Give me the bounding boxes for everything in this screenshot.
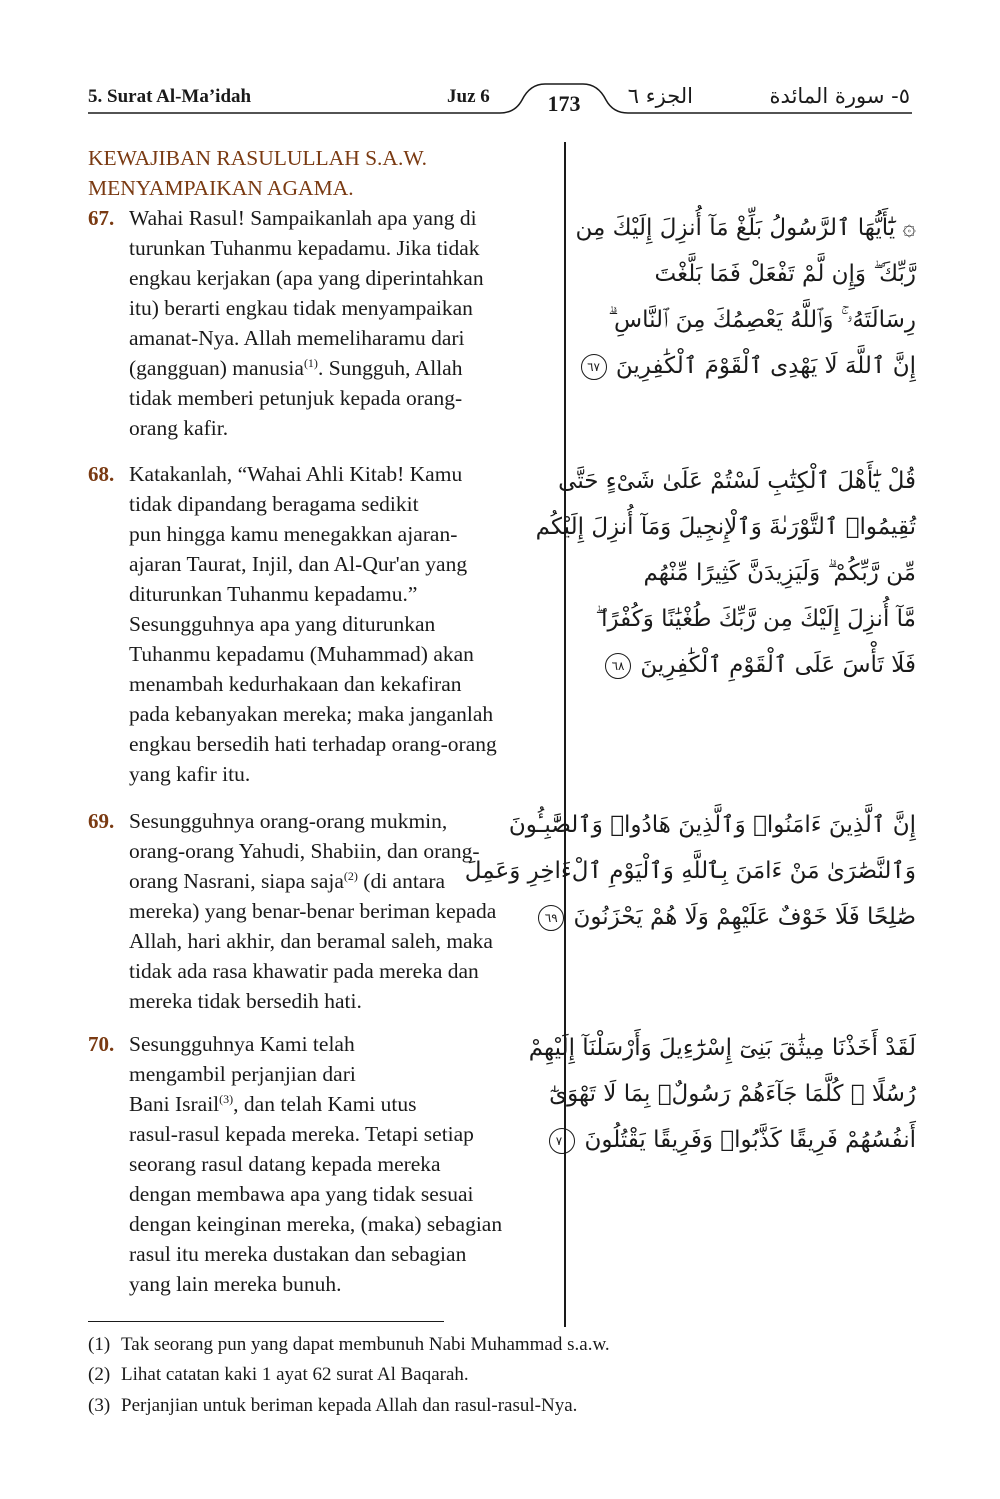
verse-line: yang kafir itu. xyxy=(129,762,251,786)
footnote-number: (3) xyxy=(88,1395,111,1416)
verse-text xyxy=(129,1029,559,1299)
verse-text xyxy=(129,203,559,443)
verse-line: yang lain mereka bunuh. xyxy=(129,1272,342,1296)
arabic-line: رُسُلًا ۖ كُلَّمَا جَآءَهُمْ رَسُولٌۢ بِمَا لَا تَهْوَىٰٓ xyxy=(549,1081,916,1107)
arabic-line xyxy=(586,642,916,688)
verse-line: Tuhanmu kepadamu (Muhammad) akan xyxy=(129,642,474,666)
footnote-ref[interactable]: (3) xyxy=(219,1092,234,1106)
arabic-line: رَّبِّكَ ۖ وَإِن لَّمْ تَفْعَلْ فَمَا بَلَّغْتَ xyxy=(654,261,916,287)
verse-line: diturunkan Tuhanmu kepadamu.” xyxy=(129,582,418,606)
verse-line xyxy=(129,1089,559,1119)
page-number: 173 xyxy=(547,91,581,116)
verse-line: dengan membawa apa yang tidak sesuai xyxy=(129,1182,474,1206)
ayah-number-marker: ٦٨ xyxy=(605,653,631,679)
surah-title-latin: 5. Surat Al-Ma’idah xyxy=(88,86,252,107)
ayah-number-marker: ٦٩ xyxy=(538,905,564,931)
verse-line: Katakanlah, “Wahai Ahli Kitab! Kamu xyxy=(129,462,463,486)
verse-line: Allah, hari akhir, dan beramal saleh, maka xyxy=(129,929,493,953)
verse-text xyxy=(129,806,559,1016)
section-title-line: MENYAMPAIKAN AGAMA. xyxy=(88,176,354,200)
verse-line: rasul-rasul kepada mereka. Tetapi setiap xyxy=(129,1122,474,1146)
page-header xyxy=(0,0,1000,130)
verse-line: Sesungguhnya apa yang diturunkan xyxy=(129,612,436,636)
verse-line: dengan keinginan mereka, (maka) sebagian xyxy=(129,1212,503,1236)
footnote-number: (2) xyxy=(88,1364,111,1385)
verse-line: mengambil perjanjian dari xyxy=(129,1062,356,1086)
verse-line-text: (di antara xyxy=(357,869,446,893)
verse-line: engkau kerjakan (apa yang diperintahkan xyxy=(129,266,484,290)
verse-line: amanat-Nya. Allah memeliharamu dari xyxy=(129,326,465,350)
verse-line xyxy=(129,353,559,383)
section-title xyxy=(88,143,548,203)
verse-line: itu) berarti engkau tidak menyampaikan xyxy=(129,296,473,320)
verse-number: 70. xyxy=(88,1032,115,1056)
arabic-line: وَٱلنَّصَٰرَىٰ مَنْ ءَامَنَ بِٱللَّهِ وَٱلْيَوْمِ ٱلْءَاخِرِ وَعَمِلَ xyxy=(464,858,916,884)
verse-line: seorang rasul datang kepada mereka xyxy=(129,1152,441,1176)
arabic-line: ۞ يَٰٓأَيُّهَا ٱلرَّسُولُ بَلِّغْ مَآ أُنزِلَ إِلَيْكَ مِن xyxy=(575,215,916,241)
surah-title-arabic: ٥- سورة المائدة xyxy=(769,84,910,108)
arabic-line: مَّآ أُنزِلَ إِلَيْكَ مِن رَّبِّكَ طُغْيَٰنًا وَكُفْرًا ۖ xyxy=(595,606,916,632)
verse-line: pun hingga kamu menegakkan ajaran- xyxy=(129,522,458,546)
juz-label-latin: Juz 6 xyxy=(447,86,490,107)
arabic-line: رِسَالَتَهُۥ ۚ وَٱللَّهُ يَعْصِمُكَ مِنَ ٱلنَّاسِ ۗ xyxy=(608,307,916,333)
verse-line: Wahai Rasul! Sampaikanlah apa yang di xyxy=(129,206,477,230)
verse-67-arabic xyxy=(575,205,916,389)
arabic-line: لَقَدْ أَخَذْنَا مِيثَٰقَ بَنِىٓ إِسْرَٰٓءِيلَ وَأَرْسَلْنَآ إِلَيْهِمْ xyxy=(528,1035,916,1061)
verse-line: Sesungguhnya orang-orang mukmin, xyxy=(129,809,448,833)
verse-line: engkau bersedih hati terhadap orang-orang xyxy=(129,732,497,756)
ayah-number-marker: ٧٠ xyxy=(549,1128,575,1154)
footnote-ref[interactable]: (1) xyxy=(303,356,318,370)
verse-line: rasul itu mereka dustakan dan sebagian xyxy=(129,1242,467,1266)
verse-line: menambah kedurhakaan dan kekafiran xyxy=(129,672,462,696)
footnote-text: Lihat catatan kaki 1 ayat 62 surat Al Baqarah. xyxy=(121,1364,469,1385)
arabic-line: مِّن رَّبِّكُمْ ۗ وَلَيَزِيدَنَّ كَثِيرًا مِّنْهُم xyxy=(643,560,916,586)
footnote-text: Perjanjian untuk beriman kepada Allah dan rasul-rasul-Nya. xyxy=(121,1395,578,1416)
verse-line: Sesungguhnya Kami telah xyxy=(129,1032,355,1056)
juz-label-arabic: الجزء ٦ xyxy=(627,84,693,108)
footnote-divider xyxy=(88,1321,444,1322)
verse-number: 67. xyxy=(88,206,115,230)
footnote-2 xyxy=(88,1362,469,1388)
verse-line: tidak memberi petunjuk kepada orang- xyxy=(129,386,463,410)
verse-line: tidak ada rasa khawatir pada mereka dan xyxy=(129,959,479,983)
verse-number: 69. xyxy=(88,809,115,833)
arabic-line xyxy=(544,894,916,940)
arabic-line: قُلْ يَٰٓأَهْلَ ٱلْكِتَٰبِ لَسْتُمْ عَلَىٰ شَىْءٍ حَتَّىٰ xyxy=(558,468,916,494)
verse-line: orang-orang Yahudi, Shabiin, dan orang- xyxy=(129,839,480,863)
verse-line: ajaran Taurat, Injil, dan Al-Qur'an yang xyxy=(129,552,468,576)
verse-line: mereka) yang benar-benar beriman kepada xyxy=(129,899,497,923)
verse-line-text: (gangguan) manusia xyxy=(129,356,304,380)
verse-line: mereka tidak bersedih hati. xyxy=(129,989,362,1013)
verse-line-text: . Sungguh, Allah xyxy=(317,356,463,380)
ayah-number-marker: ٦٧ xyxy=(581,354,607,380)
verse-number: 68. xyxy=(88,462,115,486)
verse-line: orang kafir. xyxy=(129,416,229,440)
arabic-line xyxy=(586,343,916,389)
arabic-line-text: إِنَّ ٱللَّهَ لَا يَهْدِى ٱلْقَوْمَ ٱلْكَٰفِرِينَ xyxy=(615,353,916,379)
footnote-1 xyxy=(88,1332,610,1358)
verse-70-arabic xyxy=(528,1025,916,1163)
verse-line-text: orang Nasrani, siapa saja xyxy=(129,869,344,893)
verse-line-text: Bani Israil xyxy=(129,1092,220,1116)
footnote-3 xyxy=(88,1393,577,1419)
footnote-ref[interactable]: (2) xyxy=(343,869,358,883)
verse-68-arabic xyxy=(535,458,916,688)
verse-69-arabic xyxy=(464,802,916,940)
verse-line-text: , dan telah Kami utus xyxy=(233,1092,417,1116)
arabic-line-text: أَنفُسُهُمْ فَرِيقًا كَذَّبُوا۟ وَفَرِيقًا يَقْتُلُونَ xyxy=(584,1127,916,1153)
footnote-text: Tak seorang pun yang dapat membunuh Nabi Muhammad s.a.w. xyxy=(121,1334,610,1355)
verse-line: pada kebanyakan mereka; maka janganlah xyxy=(129,702,494,726)
verse-line: tidak dipandang beragama sedikit xyxy=(129,492,419,516)
header-rule-with-tab xyxy=(0,0,1000,130)
arabic-line: إِنَّ ٱلَّذِينَ ءَامَنُوا۟ وَٱلَّذِينَ هَادُوا۟ وَٱلصَّٰبِـُٔونَ xyxy=(508,812,916,838)
verse-text xyxy=(129,459,559,789)
arabic-line xyxy=(555,1117,916,1163)
arabic-line-text: فَلَا تَأْسَ عَلَى ٱلْقَوْمِ ٱلْكَٰفِرِينَ xyxy=(640,652,916,678)
footnote-number: (1) xyxy=(88,1334,111,1355)
arabic-line-text: صَٰلِحًا فَلَا خَوْفٌ عَلَيْهِمْ وَلَا هُمْ يَحْزَنُونَ xyxy=(573,904,916,930)
arabic-line: تُقِيمُوا۟ ٱلتَّوْرَىٰةَ وَٱلْإِنجِيلَ وَمَآ أُنزِلَ إِلَيْكُم xyxy=(535,514,916,540)
section-title-line: KEWAJIBAN RASULULLAH S.A.W. xyxy=(88,146,428,170)
verse-line: turunkan Tuhanmu kepadamu. Jika tidak xyxy=(129,236,480,260)
